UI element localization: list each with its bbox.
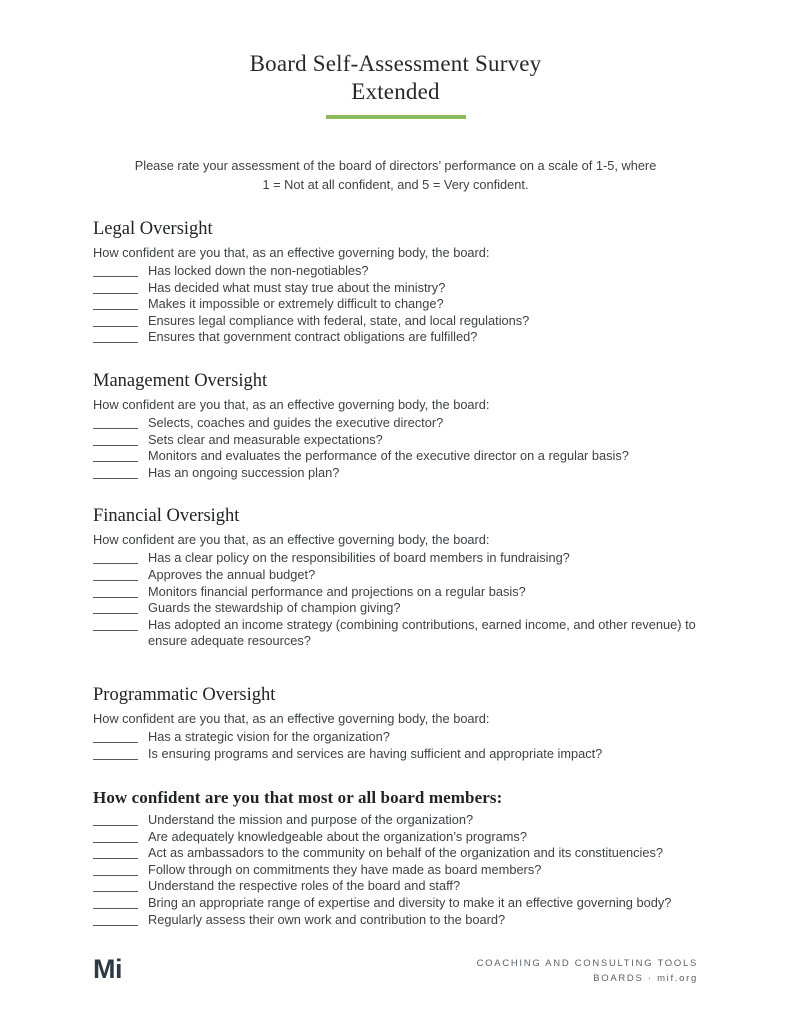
question-list bbox=[93, 415, 698, 481]
question-row bbox=[93, 878, 698, 895]
rating-blank-line bbox=[93, 478, 138, 479]
question-text: Follow through on commitments they have made as board members? bbox=[148, 861, 542, 877]
rating-blank-line bbox=[93, 342, 138, 343]
question-list bbox=[93, 729, 698, 762]
question-text: Has adopted an income strategy (combining contributions, earned income, and other revenue) to ensure adequate resources? bbox=[148, 616, 696, 649]
question-text: Has a clear policy on the responsibilities of board members in fundraising? bbox=[148, 550, 570, 566]
rating-blank-line bbox=[93, 613, 138, 614]
footer-line-2: BOARDS · mif.org bbox=[593, 973, 698, 984]
question-text: Monitors financial performance and projections on a regular basis? bbox=[148, 583, 526, 599]
section-heading: Programmatic Oversight bbox=[93, 684, 276, 705]
rating-blank-line bbox=[93, 309, 138, 310]
page-title bbox=[93, 50, 698, 106]
rating-blank-line bbox=[93, 925, 138, 926]
question-row bbox=[93, 746, 698, 763]
question-text: Bring an appropriate range of expertise and diversity to make it an effective governing body? bbox=[148, 895, 672, 911]
question-text: Monitors and evaluates the performance of the executive director on a regular basis? bbox=[148, 448, 629, 464]
question-text: Ensures that government contract obligations are fulfilled? bbox=[148, 329, 478, 345]
rating-blank-line bbox=[93, 842, 138, 843]
question-text: Makes it impossible or extremely difficult to change? bbox=[148, 296, 444, 312]
question-row bbox=[93, 313, 698, 330]
page-footer bbox=[93, 956, 698, 986]
question-text: Has an ongoing succession plan? bbox=[148, 464, 340, 480]
footer-info bbox=[477, 956, 698, 986]
survey-section bbox=[93, 787, 698, 928]
title-underline-accent bbox=[326, 115, 466, 119]
survey-section bbox=[93, 506, 698, 650]
question-row bbox=[93, 729, 698, 746]
question-text: Regularly assess their own work and contribution to the board? bbox=[148, 911, 506, 927]
rating-blank-line bbox=[93, 563, 138, 564]
rating-blank-line bbox=[93, 858, 138, 859]
title-line-1: Board Self-Assessment Survey bbox=[249, 51, 542, 76]
question-text: Has decided what must stay true about the ministry? bbox=[148, 279, 446, 295]
question-row bbox=[93, 600, 698, 617]
question-text: Understand the respective roles of the board and staff? bbox=[148, 878, 461, 894]
question-row bbox=[93, 812, 698, 829]
rating-blank-line bbox=[93, 276, 138, 277]
rating-blank-line bbox=[93, 891, 138, 892]
question-row bbox=[93, 280, 698, 297]
question-text: Guards the stewardship of champion giving? bbox=[148, 600, 401, 616]
section-heading: Legal Oversight bbox=[93, 219, 213, 239]
question-text: Has a strategic vision for the organization? bbox=[148, 728, 390, 744]
question-row bbox=[93, 829, 698, 846]
section-lead-in: How confident are you that, as an effective governing body, the board: bbox=[93, 710, 490, 726]
question-row bbox=[93, 584, 698, 601]
question-text: Act as ambassadors to the community on behalf of the organization and its constituencies? bbox=[148, 845, 664, 861]
rating-blank-line bbox=[93, 759, 138, 760]
question-text: Ensures legal compliance with federal, state, and local regulations? bbox=[148, 312, 530, 328]
question-text: Has locked down the non-negotiables? bbox=[148, 263, 369, 278]
question-row bbox=[93, 296, 698, 313]
question-list bbox=[93, 550, 698, 650]
rating-blank-line bbox=[93, 445, 138, 446]
question-text: Approves the annual budget? bbox=[148, 566, 316, 582]
survey-section bbox=[93, 219, 698, 346]
question-row bbox=[93, 550, 698, 567]
question-list bbox=[93, 812, 698, 928]
rating-blank-line bbox=[93, 630, 138, 631]
question-text: Selects, coaches and guides the executive director? bbox=[148, 414, 444, 430]
section-heading: Management Oversight bbox=[93, 370, 268, 391]
section-lead-in: How confident are you that, as an effective governing body, the board: bbox=[93, 245, 490, 260]
mi-logo: Mi bbox=[93, 954, 122, 984]
question-text: Is ensuring programs and services are having sufficient and appropriate impact? bbox=[148, 745, 603, 761]
question-row bbox=[93, 845, 698, 862]
section-lead-in: How confident are you that, as an effective governing body, the board: bbox=[93, 532, 490, 548]
intro-line-1: Please rate your assessment of the board of directors’ performance on a scale of 1-5, where bbox=[134, 158, 657, 173]
intro-line-2: 1 = Not at all confident, and 5 = Very confident. bbox=[262, 177, 529, 192]
rating-blank-line bbox=[93, 461, 138, 462]
question-row bbox=[93, 912, 698, 929]
question-row bbox=[93, 617, 698, 650]
rating-blank-line bbox=[93, 825, 138, 826]
section-heading: How confident are you that most or all board members: bbox=[93, 788, 503, 808]
rating-blank-line bbox=[93, 428, 138, 429]
question-row bbox=[93, 895, 698, 912]
question-text: Understand the mission and purpose of the organization? bbox=[148, 812, 474, 828]
question-text: Sets clear and measurable expectations? bbox=[148, 431, 383, 447]
question-row bbox=[93, 862, 698, 879]
section-heading: Financial Oversight bbox=[93, 506, 240, 527]
survey-section bbox=[93, 371, 698, 481]
question-row bbox=[93, 263, 698, 280]
survey-section bbox=[93, 685, 698, 762]
rating-blank-line bbox=[93, 597, 138, 598]
survey-body bbox=[93, 219, 698, 928]
section-lead-in: How confident are you that, as an effective governing body, the board: bbox=[93, 396, 490, 412]
question-row bbox=[93, 448, 698, 465]
rating-blank-line bbox=[93, 742, 138, 743]
question-row bbox=[93, 567, 698, 584]
title-line-2: Extended bbox=[351, 79, 440, 104]
rating-blank-line bbox=[93, 293, 138, 294]
question-text: Are adequately knowledgeable about the organization’s programs? bbox=[148, 828, 527, 844]
question-row bbox=[93, 432, 698, 449]
question-list bbox=[93, 263, 698, 346]
rating-blank-line bbox=[93, 875, 138, 876]
intro-text bbox=[93, 156, 698, 194]
rating-blank-line bbox=[93, 908, 138, 909]
rating-blank-line bbox=[93, 326, 138, 327]
question-row bbox=[93, 329, 698, 346]
question-row bbox=[93, 415, 698, 432]
rating-blank-line bbox=[93, 580, 138, 581]
footer-line-1: COACHING AND CONSULTING TOOLS bbox=[476, 958, 698, 969]
question-row bbox=[93, 465, 698, 482]
